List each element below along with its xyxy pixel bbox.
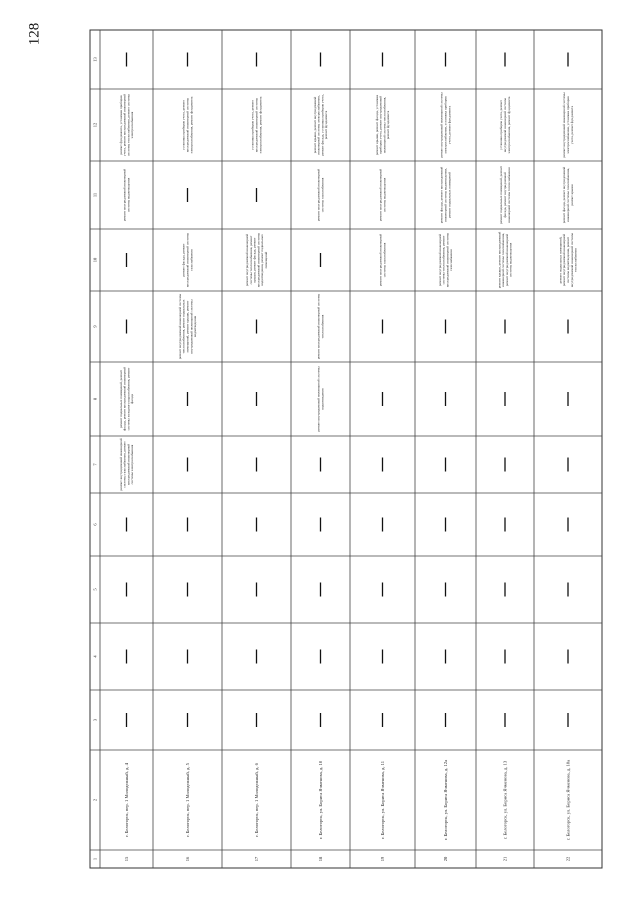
address-cell-line: г. Белогорск, пер. 1 Молодежный, д. 5: [185, 763, 190, 837]
column-number-7: 7: [92, 463, 98, 466]
address-cell-line: г. Белогорск, ул. Бориса Ячменова, д. 12а: [443, 759, 448, 841]
work-cell-line: инженерной системы теплоснабжения,: [382, 96, 387, 154]
work-cell-line: установка приборов учета, ремонт: [181, 100, 186, 150]
work-cell-line: ремонт внутридомовой инженерной: [562, 233, 567, 287]
work-cell-line: ремонт подвальных помещений,: [558, 236, 563, 284]
row-number: 15: [124, 856, 129, 862]
work-cell-line: ремонт внутридомовой инженерной: [118, 438, 123, 491]
address-cell: [443, 760, 449, 840]
work-cell-line: ремонт подвальных помещений: [447, 172, 452, 218]
work-cell-line: электроснабжения, ремонт фундамента: [189, 96, 194, 154]
work-cell-line: внутридомовой инженерной: [126, 443, 131, 486]
column-number-10: 10: [92, 257, 98, 263]
work-cell: [182, 232, 194, 287]
work-cell-line: учета, ремонт внутридомовой инженерной: [122, 94, 127, 156]
address-cell: [185, 762, 191, 837]
work-cell-line: системы газоснабжения: [382, 242, 387, 278]
work-cell: [317, 366, 325, 432]
work-cell-line: инженерной системы водоотведения,: [443, 168, 448, 222]
address-cell-line: г. Белогорск, пер. 1 Молодежный, д. 4: [124, 763, 129, 837]
work-cell-line: крыши, ремонт фасада, ремонт: [252, 237, 257, 283]
work-cell-line: внутридомовой инженерной системы: [189, 299, 194, 354]
work-cell: [440, 92, 453, 158]
address-cell-line: г. Белогорск, ул. Бориса Ячменова, д. 10: [318, 760, 323, 840]
work-cell-line: внутридомовой инженерной системы: [254, 97, 259, 153]
work-cell-line: внутридомовой инженерной системы: [185, 232, 190, 288]
work-cell-line: ремонт внутридомовой инженерной системы: [562, 92, 567, 158]
column-number-4: 4: [92, 655, 98, 658]
work-cell-line: системы электроснабжения: [130, 444, 135, 485]
address-cell: [124, 762, 130, 837]
row-number: 22: [565, 856, 571, 862]
work-cell-line: ремонт внутридомовой инженерной: [244, 233, 249, 287]
work-cell-line: системы водоотведения: [126, 177, 131, 213]
row-number: 20: [443, 856, 448, 862]
work-cell-line: установка приборов учета, ремонт: [250, 100, 255, 150]
work-cell-line: электроснабжения: [130, 111, 135, 139]
work-cell: [499, 96, 512, 153]
column-number-12: 12: [92, 122, 98, 128]
column-number-9: 9: [92, 325, 98, 328]
address-cell-line: г. Белогорск, ул. Бориса Ячменова, д. 18а: [565, 759, 571, 841]
work-cell-line: ремонт фундамента: [386, 110, 391, 140]
work-cell-line: внутридомовой инженерной системы: [569, 232, 574, 288]
work-cell-line: ремонт крыши, ремонт внутридомовой: [312, 96, 317, 154]
work-cell-line: внутридомовой инженерной системы: [256, 232, 261, 288]
address-cell-line: г. Белогорск, ул. Бориса Ячменова, д. 13: [502, 760, 508, 840]
work-cell: [119, 438, 134, 490]
work-cell-line: ремонт фундамента: [324, 110, 329, 140]
work-cell: [251, 96, 264, 153]
work-cell: [497, 232, 512, 289]
work-cell-line: фасада, ремонт внутридомовой: [503, 172, 507, 218]
work-cell-line: электроснабжения, ремонт фундамента: [506, 96, 511, 154]
column-number-8: 8: [92, 397, 98, 401]
row-number: 19: [380, 856, 385, 862]
work-cell-line: газоснабжения: [449, 249, 454, 271]
work-cell-line: внутридомовой инженерной системы: [185, 97, 190, 153]
work-cell-line: ремонт внутридомовой инженерной: [378, 168, 383, 222]
work-cell: [245, 232, 268, 287]
work-cell-line: инженерной системы электроснабжения,: [316, 95, 321, 155]
column-number-3: 3: [92, 718, 98, 722]
work-cell-line: ремонт крыши: [569, 184, 574, 206]
column-number-2: 2: [92, 798, 98, 802]
work-cell-line: инженерной системы газоснабжения,: [566, 168, 570, 222]
work-cell-line: теплоснабжения: [320, 314, 325, 339]
work-cell: [562, 167, 574, 224]
work-cell: [379, 169, 387, 221]
row-number: 17: [254, 856, 259, 862]
work-cell-line: системы газоснабжения: [320, 177, 325, 213]
work-cell-line: системы водоотведения: [508, 242, 513, 278]
work-cell-line: системы теплоснабжения, ремонт: [441, 235, 446, 285]
work-cell-line: инженерной системы теплоснабжения: [506, 167, 511, 223]
address-cell-line: г. Белогорск, пер. 1 Молодежный, д. 6: [254, 763, 259, 837]
work-cell: [182, 96, 195, 153]
work-cell: [499, 165, 511, 223]
work-cell-line: электроснабжения, установка приборов: [443, 96, 448, 154]
work-cell-line: внутридомовой инженерной системы: [503, 97, 507, 153]
work-cell-line: ремонт внутридомовой инженерной: [122, 168, 127, 222]
work-cell: [379, 234, 387, 286]
work-cell-line: внутридомовой инженерной системы: [445, 232, 450, 288]
page-number-text: 128: [26, 22, 43, 46]
work-cell-line: системы газоснабжения, ремонт: [122, 441, 127, 488]
work-cell-line: водоотведения: [320, 388, 325, 410]
address-cell: [380, 760, 386, 839]
work-cell-line: ремонт фасада, ремонт внутридомовой: [562, 166, 567, 224]
work-cell-line: системы водоотведения, ремонт: [566, 236, 570, 284]
work-cell: [123, 169, 131, 221]
work-cell-line: ремонт крыши, ремонт внутридомовой: [497, 231, 502, 289]
work-cell-line: системы теплоснабжения, ремонт системы: [126, 94, 131, 156]
work-cell-line: газоснабжения: [189, 249, 194, 271]
address-cell: [566, 760, 572, 840]
work-cell: [178, 293, 197, 359]
address-cell: [254, 762, 260, 837]
work-cell-line: ремонт внутридомовой инженерной системы: [316, 366, 321, 432]
row-number: 18: [318, 856, 323, 862]
column-number-1: 1: [92, 857, 98, 861]
address-cell-line: г. Белогорск, ул. Бориса Ячменова, д. 11: [380, 760, 385, 840]
work-cell-line: помещений: [264, 251, 269, 269]
work-cell-line: электроснабжения, ремонт фундамента: [258, 96, 263, 154]
work-cell-line: фасада: [130, 394, 135, 404]
table-border: [90, 30, 602, 868]
column-number-5: 5: [92, 588, 98, 591]
work-cell-line: ремонт внутридомовой инженерной: [504, 233, 509, 287]
work-cell-line: ремонт внутридомовой инженерной: [437, 233, 442, 287]
work-cell-line: ремонт фасада, ремонт внутридомовой: [439, 166, 444, 224]
work-cell-line: водоотведения, ремонт подвальных: [260, 234, 265, 286]
work-cell: [317, 293, 325, 359]
work-cell: [119, 367, 134, 431]
row-number: 16: [185, 856, 190, 862]
work-cell-line: ремонт подвальных помещений, ремонт: [118, 370, 123, 428]
work-cell-line: ремонт фасада, ремонт: [181, 243, 186, 277]
work-cell-line: ремонт фундамента, установка приборов: [118, 95, 123, 155]
work-cell-line: установка приборов учета, ремонт: [499, 100, 504, 150]
work-cell-line: фасада, ремонт внутридомовой инженерной: [122, 367, 127, 431]
work-cell-line: ремонт внутридомовой инженерной системы: [439, 92, 444, 158]
work-cell-line: водоотведения: [193, 315, 198, 338]
address-cell: [318, 760, 324, 839]
work-cell-line: ремонт фасада, установка приборов учета,: [320, 94, 325, 156]
work-cell-line: теплоснабжения: [573, 248, 578, 272]
work-cell-line: системы водоотведения: [382, 177, 387, 213]
work-cell: [438, 232, 453, 287]
work-cell-line: учета, ремонт фундамента: [569, 105, 574, 145]
work-cell-line: ремонт внутридомовой инженерной системы: [177, 293, 182, 360]
work-cell: [119, 93, 134, 156]
work-cell-line: ремонт внутридомовой инженерной системы: [316, 293, 321, 360]
work-cell: [313, 94, 328, 156]
work-cell-line: приборов учета, ремонт внутридомовой: [378, 96, 383, 154]
work-cell-line: системы холодного водоснабжения, ремонт: [126, 367, 131, 431]
work-cell-line: ремонт внутридомовой инженерной: [378, 233, 383, 287]
column-number-6: 6: [92, 523, 98, 526]
work-cell: [440, 167, 452, 224]
work-cell: [375, 94, 390, 155]
work-cell-line: помещений, ремонт крыши, ремонт: [185, 300, 190, 353]
work-cell-line: системы теплоснабжения, ремонт: [248, 235, 253, 285]
work-cell-line: инженерной системы газоснабжения,: [501, 233, 506, 287]
work-cell: [317, 169, 325, 221]
work-cell-line: ремонт внутридомовой инженерной: [316, 168, 321, 222]
work-cell: [562, 92, 575, 158]
work-cell-line: электроснабжения, установка приборов: [566, 96, 570, 154]
work-cell-line: ремонт крыши, ремонт фасада, установка: [374, 94, 379, 156]
column-number-13: 13: [92, 57, 98, 62]
work-cell-line: ремонт подвальных помещений, ремонт: [499, 166, 504, 224]
address-cell: [503, 760, 509, 839]
work-cell: [558, 232, 577, 287]
row-number: 21: [502, 856, 508, 862]
column-number-11: 11: [92, 192, 98, 198]
work-cell-line: теплоснабжения, ремонт подвальных: [181, 299, 186, 354]
work-cell-line: учета, ремонт фундамента: [447, 105, 452, 145]
